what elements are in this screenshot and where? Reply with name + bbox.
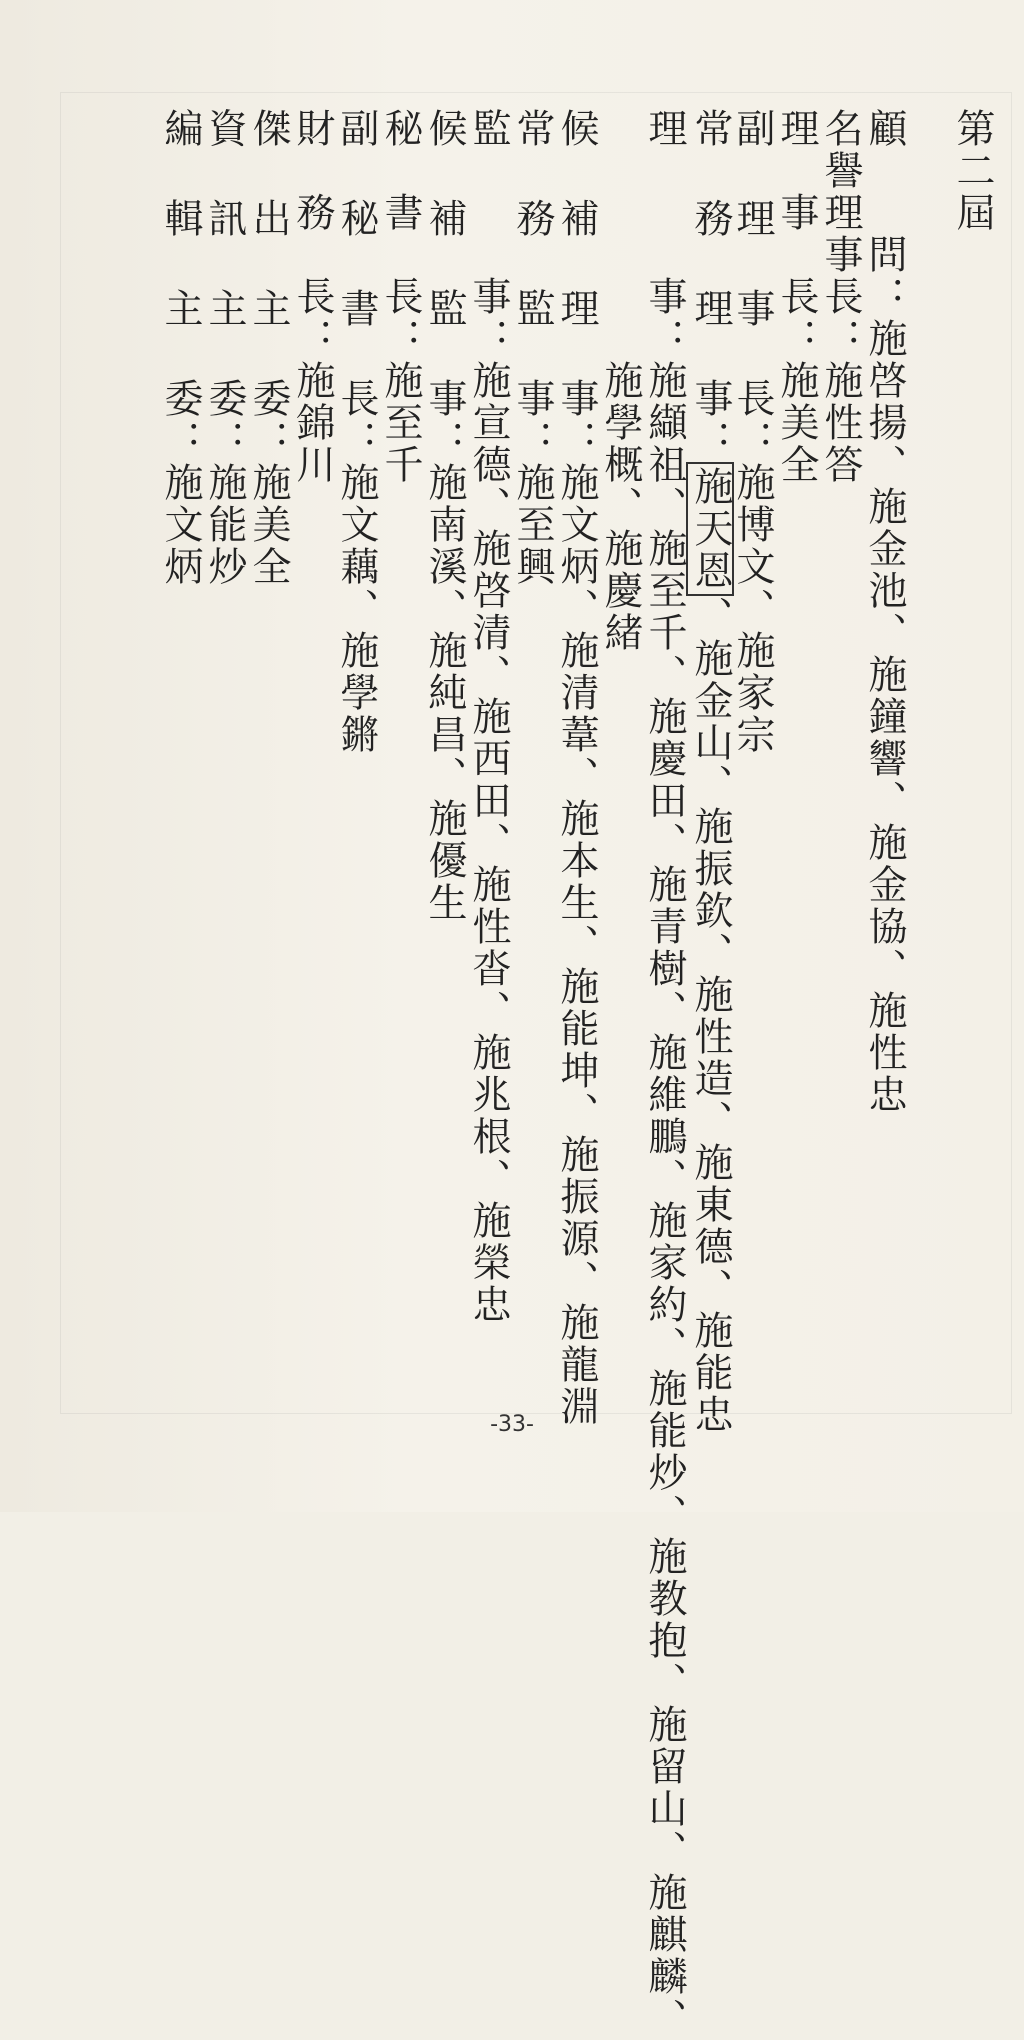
roster-line: 財 務 長：施錦川 xyxy=(290,108,335,486)
roster-line: 副 秘 書 長：施文藕、施學鏘 xyxy=(334,108,379,756)
roster-line: 資 訊 主 委：施能炒 xyxy=(202,108,247,588)
roster-line: 常 務 理 事：施天恩、施金山、施振欽、施性造、施東德、施能忠 xyxy=(688,108,733,1436)
roster-line: 秘 書 長：施至千 xyxy=(378,108,423,486)
roster-line: 編 輯 主 委：施文炳 xyxy=(158,108,203,588)
roster-line: 常 務 監 事：施至興 xyxy=(510,108,555,588)
roster-line: 理 事 長：施美全 xyxy=(774,108,819,486)
roster-line: 候 補 理 事：施文炳、施清葦、施本生、施能坤、施振源、施龍淵 xyxy=(554,108,599,1428)
roster-line: 監 事：施宣德、施啓清、施西田、施性沓、施兆根、施榮忠 xyxy=(466,108,511,1326)
roster-line: 理 事：施纈祖、施至千、施慶田、施青樹、施維鵬、施家約、施能炒、施教抱、施留山、施麒麟、 xyxy=(642,108,687,2040)
page-number: -33- xyxy=(490,1412,534,1437)
roster-line: 副 理 事 長：施博文、施家宗 xyxy=(730,108,775,756)
boxed-name: 施天恩 xyxy=(686,462,734,596)
roster-line: 傑 出 主 委：施美全 xyxy=(246,108,291,588)
roster-line: 名譽理事長：施性答 xyxy=(818,108,863,486)
roster-line: 施學概、施慶緒 xyxy=(598,108,643,654)
roster-line: 候 補 監 事：施南溪、施純昌、施優生 xyxy=(422,108,467,924)
term-heading: 第二屆 xyxy=(950,108,995,234)
roster-line: 顧 問：施啓揚、施金池、施鐘響、施金協、施性忠 xyxy=(862,108,907,1116)
